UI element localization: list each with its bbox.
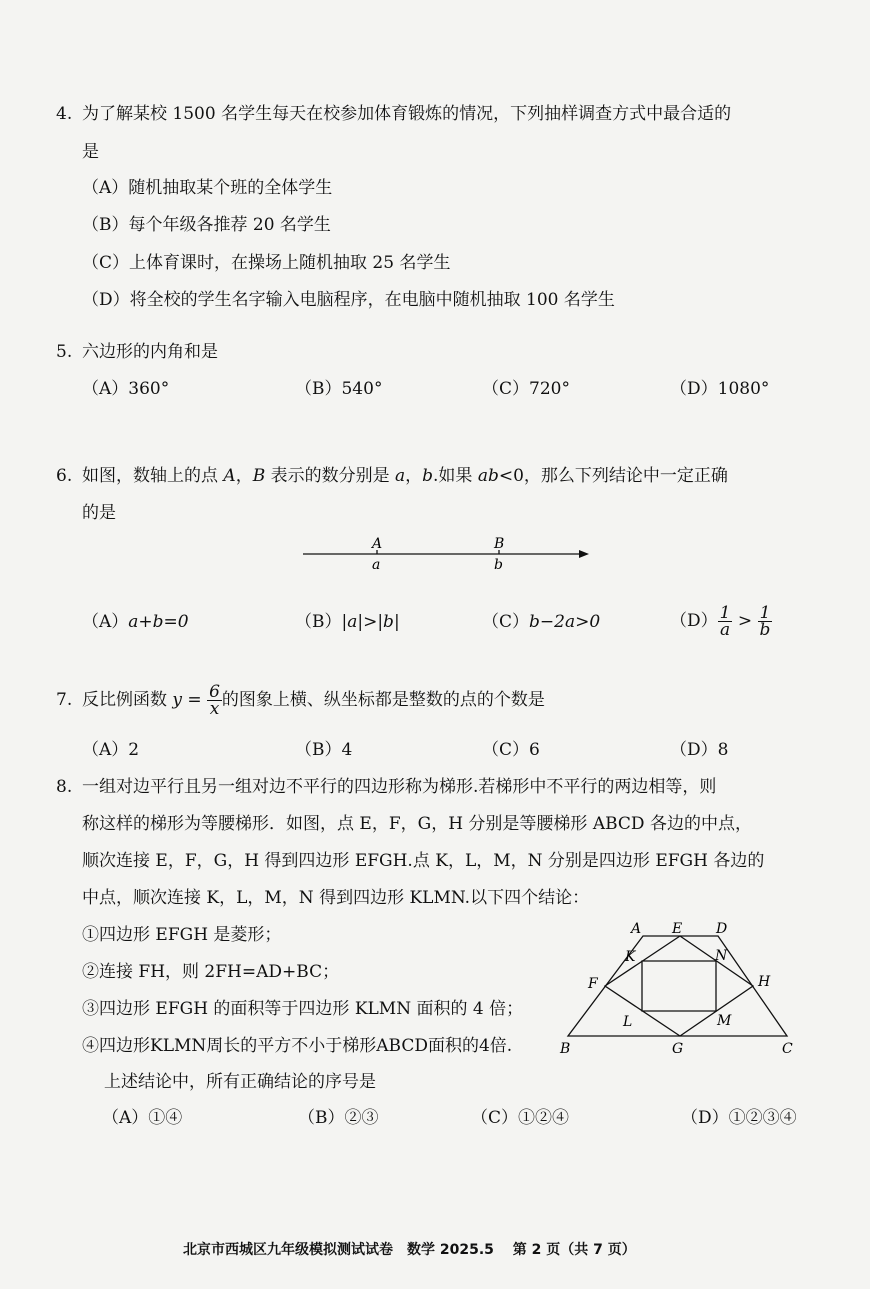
q5-stem: 六边形的内角和是	[82, 342, 218, 362]
q5-option-d: （D）1080°	[670, 379, 770, 399]
q8-conclusion-1: ①四边形 EFGH 是菱形；	[82, 925, 282, 945]
q6-option-d: （D） $\frac{1}{a}$ > $\frac{1}{b}$	[670, 603, 771, 640]
q6-stem-line1: 如图，数轴上的点 A，B 表示的数分别是 a，b.如果 ab<0，那么下列结论中一定正确	[82, 466, 728, 486]
label-A: A	[372, 536, 383, 552]
rectangle-klmn	[642, 961, 716, 1011]
label-B: B	[560, 1041, 571, 1057]
q8-number: 8.	[56, 777, 73, 797]
q6-number: 6.	[56, 466, 73, 486]
label-L: L	[623, 1014, 633, 1030]
q6-stem-line2: 的是	[82, 503, 116, 523]
q4-option-b: （B）每个年级各推荐 20 名学生	[82, 215, 331, 235]
q5-option-a: （A）360°	[82, 379, 170, 399]
q6-option-c: （C）b−2a>0	[482, 612, 601, 632]
q7-number: 7.	[56, 690, 73, 710]
q8-option-d: （D）①②③④	[681, 1108, 797, 1128]
q4-stem-line2: 是	[82, 142, 99, 162]
label-F: F	[588, 976, 598, 992]
q7-option-a: （A）2	[82, 740, 140, 760]
q4-option-d: （D）将全校的学生名字输入电脑程序，在电脑中随机抽取 100 名学生	[82, 290, 615, 310]
label-M: M	[717, 1013, 732, 1029]
label-K: K	[625, 949, 636, 965]
q8-option-c: （C）①②④	[471, 1108, 570, 1128]
trapezoid-figure	[555, 918, 800, 1058]
number-line-arrow	[579, 550, 589, 558]
q8-prompt: 上述结论中，所有正确结论的序号是	[104, 1072, 376, 1092]
q7-option-d: （D）8	[670, 740, 729, 760]
q5-option-b: （B）540°	[295, 379, 383, 399]
label-E: E	[672, 921, 683, 937]
q8-line1: 一组对边平行且另一组对边不平行的四边形称为梯形.若梯形中不平行的两边相等，则	[82, 777, 717, 797]
label-D: D	[716, 921, 728, 937]
q8-option-b: （B）②③	[298, 1108, 379, 1128]
label-a: a	[372, 557, 381, 573]
q6-option-a: （A）a+b=0	[82, 612, 189, 632]
q7-stem: 反比例函数 y = $\frac{6}{x}$ 的图象上横、纵坐标都是整数的点的个数是	[82, 682, 545, 719]
q8-line2: 称这样的梯形为等腰梯形．如图，点 E，F，G，H 分别是等腰梯形 ABCD 各边的中点，	[82, 814, 752, 834]
q8-conclusion-2: ②连接 FH，则 2FH=AD+BC；	[82, 962, 340, 982]
q4-option-c: （C）上体育课时，在操场上随机抽取 25 名学生	[82, 253, 451, 273]
number-line-figure	[300, 532, 595, 574]
label-N: N	[715, 948, 728, 964]
q5-option-c: （C）720°	[482, 379, 570, 399]
label-A: A	[631, 921, 642, 937]
q8-line4: 中点，顺次连接 K，L，M，N 得到四边形 KLMN.以下四个结论：	[82, 888, 590, 908]
q5-number: 5.	[56, 342, 73, 362]
page-footer: 北京市西城区九年级模拟测试试卷 数学 2025.5 第 2 页（共 7 页）	[183, 1242, 636, 1258]
label-b: b	[494, 557, 503, 573]
label-C: C	[782, 1041, 793, 1057]
q7-option-c: （C）6	[482, 740, 540, 760]
q4-stem-line1: 为了解某校 1500 名学生每天在校参加体育锻炼的情况，下列抽样调查方式中最合适的	[82, 104, 732, 124]
q4-option-a: （A）随机抽取某个班的全体学生	[82, 178, 333, 198]
q8-conclusion-3: ③四边形 EFGH 的面积等于四边形 KLMN 面积的 4 倍；	[82, 999, 524, 1019]
q7-option-b: （B）4	[295, 740, 353, 760]
label-G: G	[672, 1041, 684, 1057]
q4-number: 4.	[56, 104, 73, 124]
label-H: H	[758, 974, 771, 990]
q8-line3: 顺次连接 E，F，G，H 得到四边形 EFGH.点 K，L，M，N 分别是四边形 EFGH 各边的	[82, 851, 765, 871]
label-B: B	[494, 536, 505, 552]
q8-option-a: （A）①④	[102, 1108, 183, 1128]
q8-conclusion-4: ④四边形KLMN周长的平方不小于梯形ABCD面积的4倍.	[82, 1036, 513, 1056]
q6-option-b: （B）|a|>|b|	[295, 612, 400, 632]
